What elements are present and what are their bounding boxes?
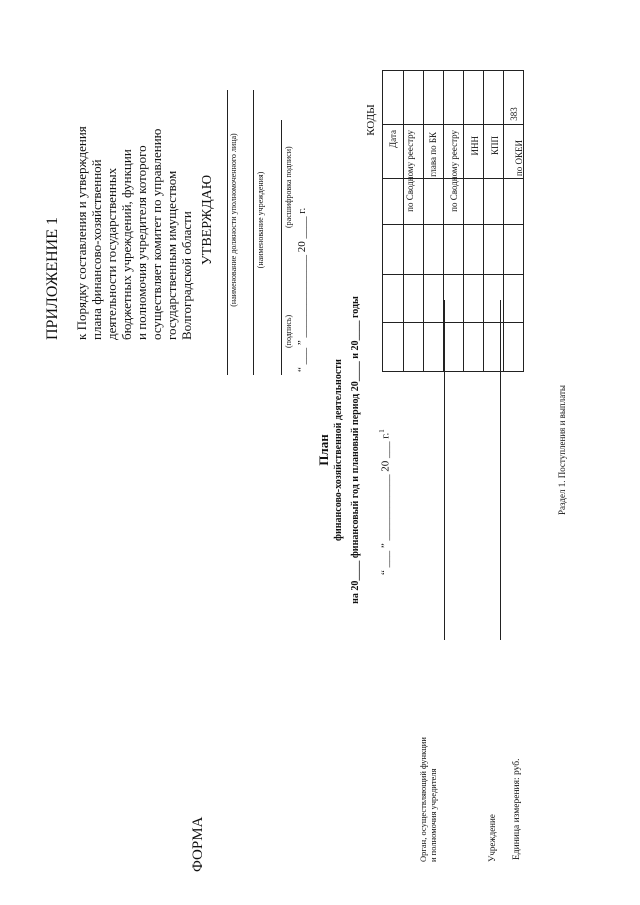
code-label-text: КПП [490, 136, 500, 156]
code-label-reestr [405, 130, 415, 300]
codes-row-line [403, 71, 404, 371]
code-value-text: 383 [509, 107, 519, 121]
unit-label-text: Единица измерения: руб. [512, 758, 522, 860]
official-line [227, 90, 228, 375]
plan-date-text: “ ___ ” ____________ 20 ___ г. [379, 432, 392, 575]
organ-label [418, 642, 438, 862]
plan-date [378, 425, 392, 575]
code-label-reestr2 [449, 130, 459, 300]
plan-date-footnote: 1 [378, 429, 386, 433]
institution-label [487, 742, 497, 862]
codes-header [365, 100, 377, 140]
plan-title [316, 420, 332, 480]
organ-label-line1: Орган, осуществляющий функции [418, 737, 428, 862]
appendix-title: ПРИЛОЖЕНИЕ 1 [44, 216, 61, 340]
code-label-date [388, 130, 398, 220]
organ-label-line2: и полномочия учредителя [428, 768, 438, 862]
section-title-text: Раздел 1. Поступления и выплаты [557, 385, 567, 515]
organ-line [444, 300, 445, 640]
codes-row-line [423, 71, 424, 371]
signature-line [281, 120, 282, 375]
code-label-glava [428, 132, 438, 252]
codes-row-line [483, 71, 484, 371]
institution-caption [256, 130, 265, 310]
appendix-line: и полномочия учредителя которого [134, 145, 149, 340]
plan-title-text: План [316, 434, 331, 466]
approve-title-text: УТВЕРЖДАЮ [200, 174, 215, 266]
institution-line [253, 90, 254, 375]
institution-label-text: Учреждение [487, 814, 497, 862]
code-label-text: ИНН [470, 136, 480, 156]
approve-date [296, 132, 308, 372]
signature-caption [284, 315, 293, 348]
code-label-text: по Сводному реестру [449, 130, 459, 212]
code-label-text: по ОКЕИ [514, 140, 524, 177]
appendix-line: государственным имуществом [164, 170, 179, 340]
official-caption-text: (наименование должности уполномоченного лица) [229, 133, 238, 307]
section-title [557, 370, 567, 530]
plan-period-text: на 20____ финансовый год и плановый период 20____ и 20____ годы [350, 296, 361, 604]
signature-caption-text: (подпись) [284, 314, 293, 348]
codes-header-text: КОДЫ [365, 104, 377, 136]
official-caption [229, 90, 238, 350]
appendix-line: бюджетных учреждений, функции [119, 149, 134, 340]
plan-subtitle [333, 310, 344, 590]
appendix-line: Волгоградской области [179, 211, 194, 340]
appendix-block [44, 40, 194, 340]
codes-divider [383, 322, 523, 323]
appendix-line: осуществляет комитет по управлению [149, 128, 164, 340]
codes-divider [383, 124, 523, 125]
code-label-text: глава по БК [428, 132, 438, 177]
appendix-line: плана финансово-хозяйственной [89, 159, 104, 340]
form-label [190, 817, 207, 872]
appendix-line: к Порядку составления и утверждения [74, 126, 89, 340]
code-label-text: Дата [388, 130, 398, 148]
code-value-okei [509, 94, 519, 134]
decode-caption [284, 146, 293, 228]
plan-subtitle-text: финансово-хозяйственной деятельности [333, 359, 344, 541]
code-label-kpp [490, 136, 500, 226]
codes-row-line [463, 71, 464, 371]
approve-title [200, 160, 216, 280]
code-label-inn [470, 136, 480, 226]
code-label-text: по Сводному реестру [405, 130, 415, 212]
institution-caption-text: (наименование учреждения) [256, 171, 265, 269]
appendix-line: деятельности государственных [104, 167, 119, 340]
plan-period [350, 275, 361, 625]
codes-row-line [503, 71, 504, 371]
unit-label [512, 680, 522, 860]
code-label-okei [514, 140, 524, 240]
institution-field-line [500, 300, 501, 640]
decode-caption-text: (расшифровка подписи) [284, 146, 293, 228]
form-text: ФОРМА [190, 816, 206, 872]
approve-date-text: “ ___ ” _______________ 20 ____ г. [296, 207, 308, 372]
